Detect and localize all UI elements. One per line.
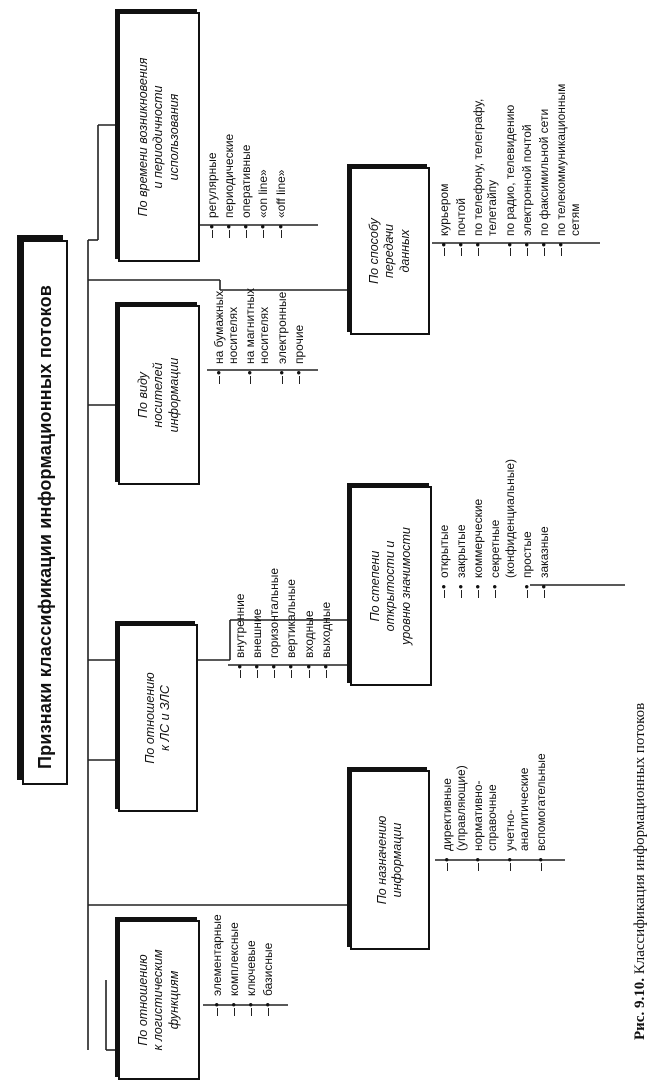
category-title-line: носителей (151, 362, 166, 428)
list-item: • выходные (319, 512, 333, 672)
items-logistic-functions (210, 870, 279, 1010)
root-title: Признаки классификации информационных потоков (34, 284, 55, 769)
category-title-line: информации (166, 357, 181, 433)
category-transfer (350, 167, 430, 335)
list-item: • учетно- аналитические (503, 705, 531, 865)
list-item: • ключевые (244, 870, 258, 1010)
root-title-box (22, 240, 68, 785)
list-item: • почтой (454, 50, 468, 250)
list-item: • по телекоммуникационным сетям (554, 50, 582, 250)
list-item: • по радио, телевидению (503, 50, 517, 250)
category-title-line: По отношению (136, 954, 151, 1046)
list-item: • закрытые (454, 422, 468, 592)
list-item: • горизонтальные (267, 512, 281, 672)
category-title-line: использования (166, 93, 181, 181)
list-item: • электронные (275, 228, 289, 378)
category-title-line: По степени (368, 550, 383, 622)
list-item: • на магнитных носителях (243, 228, 271, 378)
items-transfer (437, 50, 585, 250)
items-time (205, 102, 291, 232)
list-item: • электронной почтой (520, 50, 534, 250)
list-item: • базисные (261, 870, 275, 1010)
list-item: • «off line» (274, 102, 288, 232)
list-item: • простые (520, 422, 534, 592)
category-time (118, 12, 200, 262)
category-logistic-functions (118, 920, 200, 1080)
category-title-line: уровню значимости (398, 527, 413, 645)
category-carrier (118, 305, 200, 485)
items-carrier (212, 228, 309, 378)
list-item: • внутренние (233, 512, 247, 672)
category-title-line: передачи (382, 223, 397, 279)
list-item: • вспомогательные (534, 705, 548, 865)
category-title-line: По назначению (374, 815, 389, 905)
category-title-line: По отношению (142, 672, 157, 764)
list-item: • курьером (437, 50, 451, 250)
category-title-line: По способу (367, 218, 382, 284)
category-ls-zls (118, 624, 198, 812)
figure-caption-text: Классификация информационных потоков (632, 702, 648, 975)
list-item: • открытые (437, 422, 451, 592)
list-item: • заказные (537, 422, 551, 592)
list-item: • по факсимильной сети (537, 50, 551, 250)
list-item: • «on line» (256, 102, 270, 232)
list-item: • на бумажных носителях (212, 228, 240, 378)
figure-caption (632, 703, 649, 1040)
list-item: • входные (302, 512, 316, 672)
category-title-line: информации (390, 822, 404, 898)
list-item: • регулярные (205, 102, 219, 232)
category-title-line: функциям (166, 970, 181, 1030)
list-item: • вертикальные (284, 512, 298, 672)
category-openness (350, 486, 432, 686)
list-item: • внешние (250, 512, 264, 672)
category-title-line: данных (397, 229, 412, 273)
items-ls-zls (233, 512, 336, 672)
list-item: • директивные (управляющие) (440, 705, 468, 865)
list-item: • коммерческие (471, 422, 485, 592)
list-item: • элементарные (210, 870, 224, 1010)
category-title-line: и периодичности (151, 85, 166, 189)
category-purpose (350, 770, 430, 950)
list-item: • комплексные (227, 870, 241, 1010)
list-item: • прочие (292, 228, 306, 378)
category-title-line: По виду (136, 372, 151, 418)
category-title-line: По времени возникновения (136, 57, 151, 217)
list-item: • оперативные (239, 102, 253, 232)
items-purpose (440, 705, 551, 865)
list-item: • по телефону, телеграфу, телетайпу (471, 50, 499, 250)
category-title-line: к логистическим (151, 949, 166, 1051)
list-item: • нормативно- справочные (471, 705, 499, 865)
list-item: • секретные (конфиденциальные) (488, 422, 516, 592)
items-openness (437, 422, 554, 592)
list-item: • периодические (222, 102, 236, 232)
figure-label: Рис. 9.10. (632, 978, 648, 1040)
category-title-line: открытости и (383, 540, 398, 632)
category-title-line: к ЛС и ЗЛС (158, 685, 172, 751)
